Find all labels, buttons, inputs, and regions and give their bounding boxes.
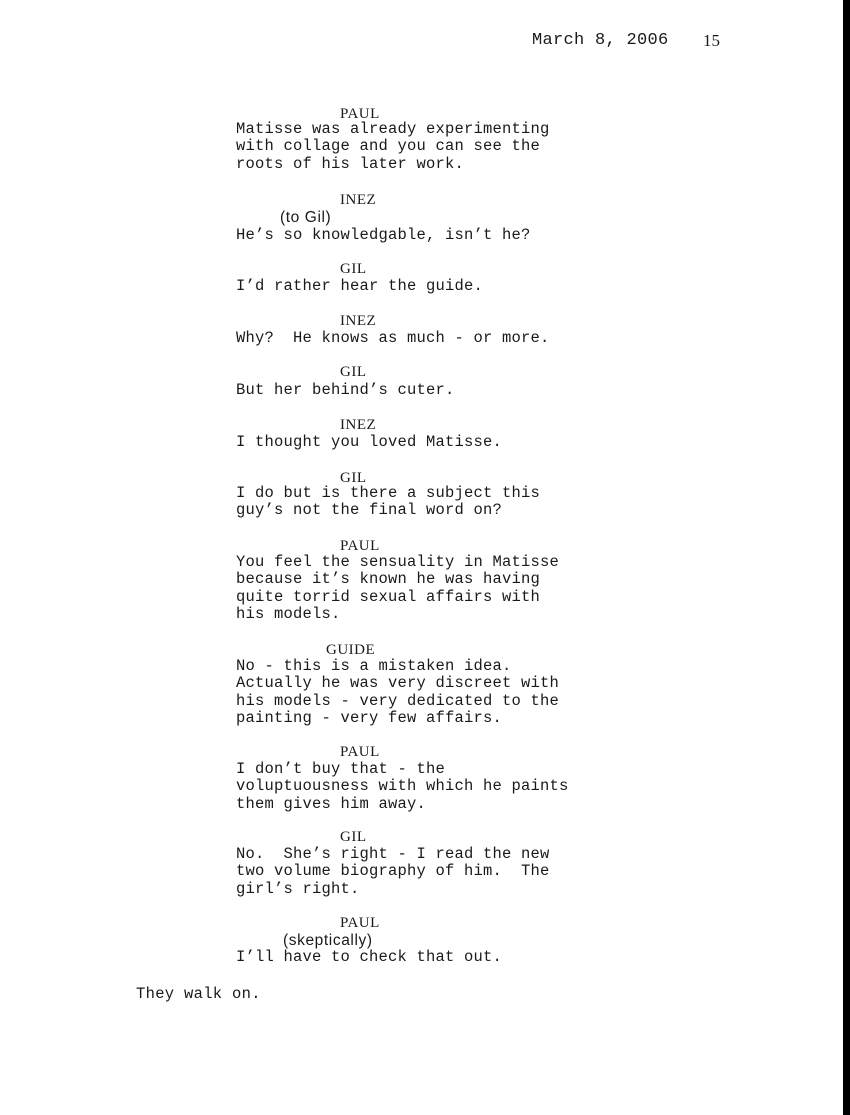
character-name: PAUL: [340, 538, 380, 554]
dialogue-line: painting - very few affairs.: [236, 709, 503, 728]
dialogue-line: I’ll have to check that out.: [236, 948, 503, 966]
dialogue: [236, 761, 569, 813]
page-number: 15: [703, 31, 720, 50]
character-name: INEZ: [340, 417, 377, 433]
dialogue-line: I thought you loved Matisse.: [236, 433, 503, 451]
dialogue-line: Matisse was already experimenting: [236, 120, 550, 138]
character-name: PAUL: [340, 744, 380, 760]
dialogue-line: two volume biography of him. The: [236, 862, 550, 881]
character-name: GIL: [340, 470, 367, 486]
character-name: GIL: [340, 261, 367, 277]
dialogue: [236, 227, 531, 244]
dialogue: [236, 658, 559, 728]
parenthetical: (skeptically): [283, 932, 373, 949]
dialogue-line: I do but is there a subject this: [236, 484, 541, 502]
dialogue-line: guy’s not the final word on?: [236, 501, 503, 520]
dialogue: [236, 121, 550, 173]
dialogue-line: No. She’s right - I read the new: [236, 845, 550, 863]
dialogue: [236, 554, 559, 624]
dialogue: [236, 485, 540, 520]
dialogue-line: I’d rather hear the guide.: [236, 277, 484, 295]
dialogue: [236, 949, 502, 966]
character-name: INEZ: [340, 313, 377, 329]
dialogue-line: roots of his later work.: [236, 154, 465, 173]
character-name: GIL: [340, 829, 367, 845]
character-name: INEZ: [340, 192, 377, 208]
dialogue-line: Actually he was very discreet with: [236, 674, 560, 693]
dialogue-line: But her behind’s cuter.: [236, 381, 455, 399]
character-name: PAUL: [340, 915, 380, 931]
dialogue-line: because it’s known he was having: [236, 570, 541, 589]
dialogue-line: girl’s right.: [236, 879, 360, 898]
dialogue-line: with collage and you can see the: [236, 137, 541, 156]
dialogue: [236, 434, 502, 451]
dialogue-line: No - this is a mistaken idea.: [236, 657, 512, 675]
dialogue: [236, 330, 550, 347]
header-date: March 8, 2006: [532, 31, 669, 50]
dialogue-line: He’s so knowledgable, isn’t he?: [236, 226, 531, 244]
action-line: They walk on.: [136, 985, 261, 1003]
dialogue-line: his models.: [236, 605, 341, 624]
dialogue-line: them gives him away.: [236, 794, 427, 813]
character-name: GUIDE: [326, 642, 376, 658]
dialogue-line: I don’t buy that - the: [236, 760, 446, 778]
dialogue-line: voluptuousness with which he paints: [236, 777, 569, 796]
dialogue: [236, 278, 483, 295]
character-name: GIL: [340, 364, 367, 380]
dialogue-line: his models - very dedicated to the: [236, 691, 560, 710]
dialogue-line: You feel the sensuality in Matisse: [236, 553, 560, 571]
dialogue: [236, 382, 455, 399]
dialogue-line: Why? He knows as much - or more.: [236, 329, 550, 347]
dialogue: [236, 846, 550, 898]
parenthetical: (to Gil): [280, 209, 332, 226]
character-name: PAUL: [340, 106, 380, 122]
dialogue-line: quite torrid sexual affairs with: [236, 587, 541, 606]
